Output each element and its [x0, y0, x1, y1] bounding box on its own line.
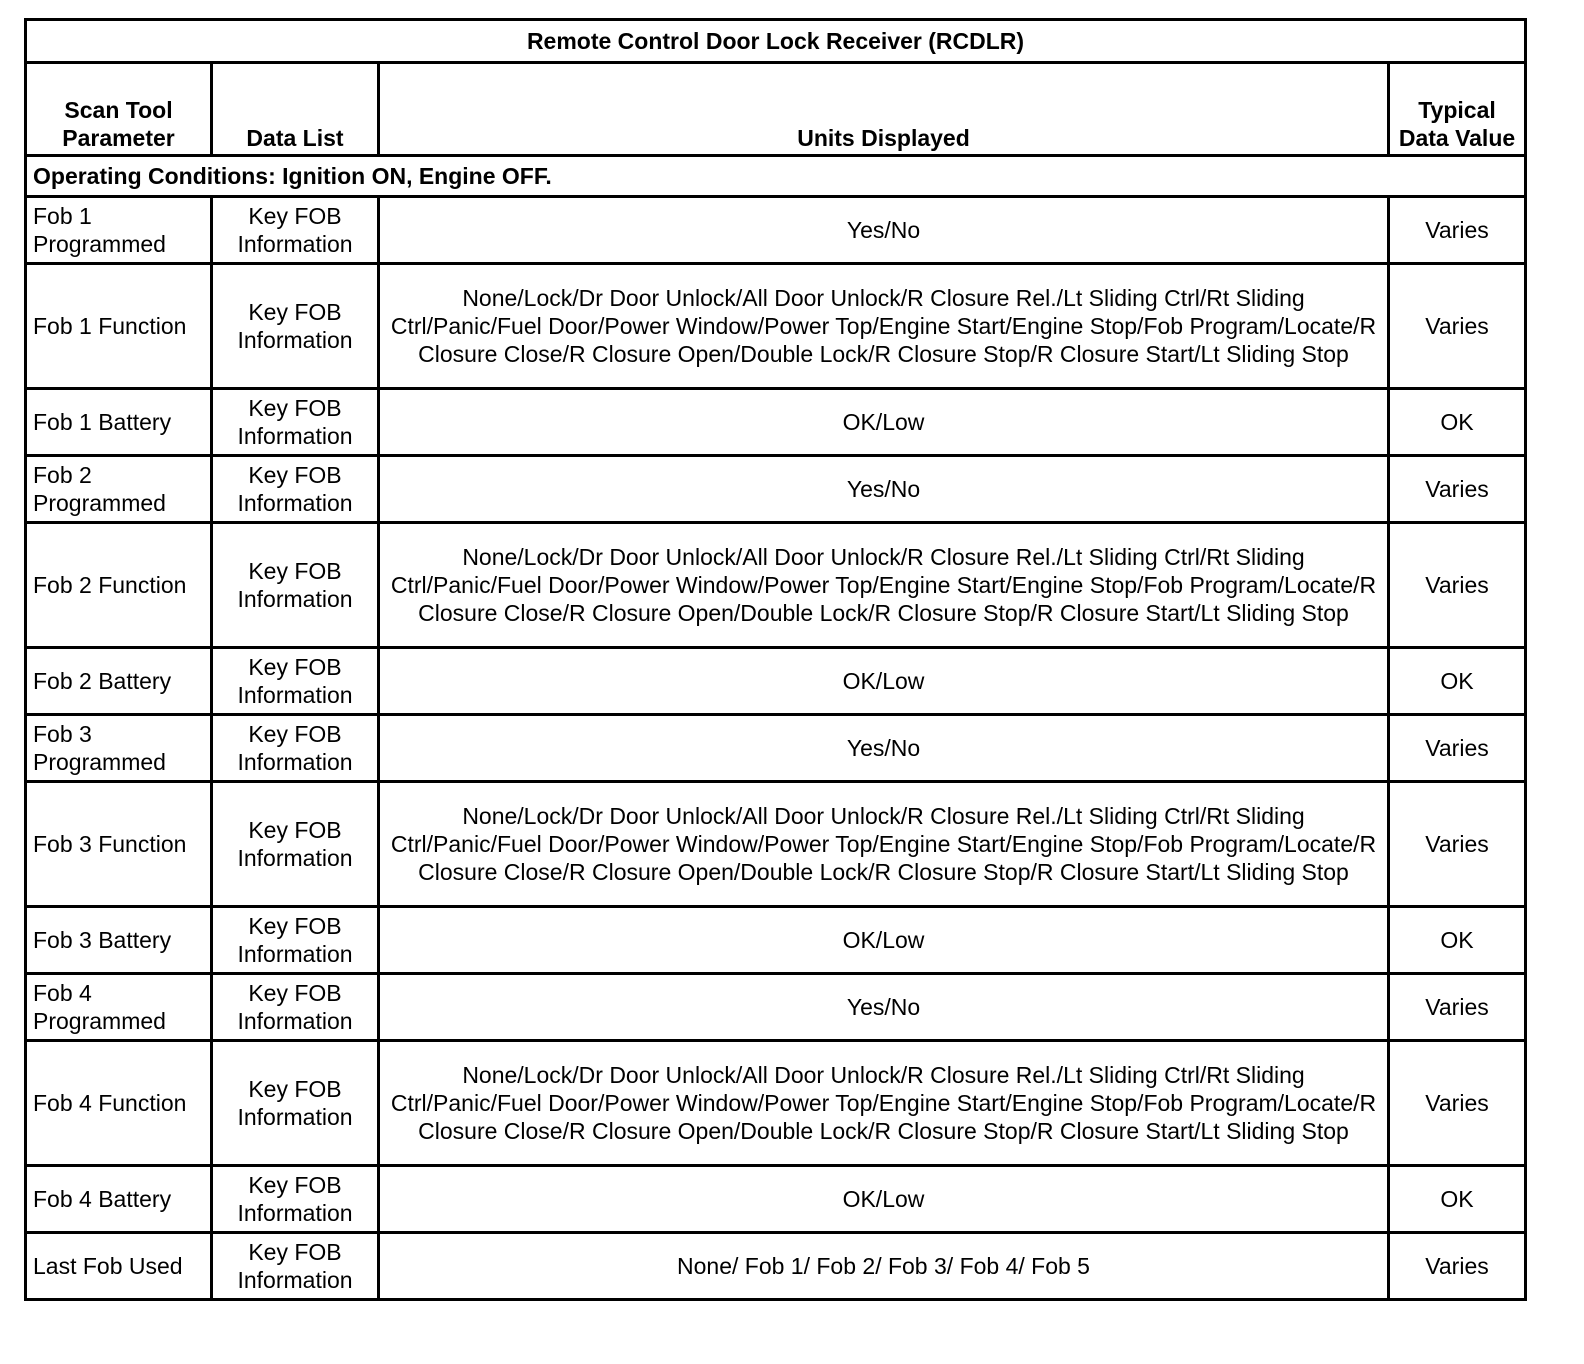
- table-title-row: [26, 20, 1526, 63]
- row-typical-value-cell: OK: [1389, 389, 1526, 456]
- row-typical-value-cell: Varies: [1389, 456, 1526, 523]
- row-units-cell: Yes/No: [379, 715, 1389, 782]
- row-typical-value-cell: Varies: [1389, 1233, 1526, 1300]
- table-header-row: [26, 63, 1526, 156]
- row-data-list-cell: Key FOB Information: [212, 1233, 379, 1300]
- rcdlr-data-table: [24, 18, 1527, 1301]
- row-units-cell: OK/Low: [379, 648, 1389, 715]
- row-units-cell: Yes/No: [379, 974, 1389, 1041]
- row-typical-value-cell: Varies: [1389, 523, 1526, 648]
- row-typical-value-cell: Varies: [1389, 715, 1526, 782]
- row-units-cell: None/Lock/Dr Door Unlock/All Door Unlock/R Closure Rel./Lt Sliding Ctrl/Rt Sliding Ctrl/Panic/Fuel Door/Power Window/Power Top/Engine Start/Engine Stop/Fob Program/Locate/R Closure Close/R Closure Open/Double Lock/R Closure Stop/R Closure Start/Lt Sliding Stop: [379, 1041, 1389, 1166]
- table-row: [26, 197, 1526, 264]
- table-title: Remote Control Door Lock Receiver (RCDLR): [26, 20, 1526, 63]
- header-scan-tool-parameter: Scan Tool Parameter: [26, 63, 212, 156]
- operating-conditions-row: [26, 156, 1526, 197]
- row-param-cell: Fob 4 Programmed: [26, 974, 212, 1041]
- row-data-list-cell: Key FOB Information: [212, 907, 379, 974]
- row-units-cell: Yes/No: [379, 197, 1389, 264]
- row-typical-value-cell: OK: [1389, 907, 1526, 974]
- row-data-list-cell: Key FOB Information: [212, 1166, 379, 1233]
- table-row: [26, 389, 1526, 456]
- table-row: [26, 715, 1526, 782]
- row-units-cell: None/Lock/Dr Door Unlock/All Door Unlock/R Closure Rel./Lt Sliding Ctrl/Rt Sliding Ctrl/Panic/Fuel Door/Power Window/Power Top/Engine Start/Engine Stop/Fob Program/Locate/R Closure Close/R Closure Open/Double Lock/R Closure Stop/R Closure Start/Lt Sliding Stop: [379, 264, 1389, 389]
- row-param-cell: Fob 3 Programmed: [26, 715, 212, 782]
- row-data-list-cell: Key FOB Information: [212, 523, 379, 648]
- row-data-list-cell: Key FOB Information: [212, 389, 379, 456]
- row-units-cell: OK/Low: [379, 907, 1389, 974]
- header-data-list: Data List: [212, 63, 379, 156]
- row-typical-value-cell: OK: [1389, 1166, 1526, 1233]
- table-row: [26, 1041, 1526, 1166]
- table-row: [26, 1233, 1526, 1300]
- row-units-cell: None/ Fob 1/ Fob 2/ Fob 3/ Fob 4/ Fob 5: [379, 1233, 1389, 1300]
- row-param-cell: Fob 1 Function: [26, 264, 212, 389]
- row-data-list-cell: Key FOB Information: [212, 715, 379, 782]
- row-param-cell: Last Fob Used: [26, 1233, 212, 1300]
- row-typical-value-cell: Varies: [1389, 974, 1526, 1041]
- table-row: [26, 264, 1526, 389]
- header-typical-data-value: Typical Data Value: [1389, 63, 1526, 156]
- row-param-cell: Fob 2 Function: [26, 523, 212, 648]
- row-param-cell: Fob 3 Battery: [26, 907, 212, 974]
- row-param-cell: Fob 1 Battery: [26, 389, 212, 456]
- row-param-cell: Fob 1 Programmed: [26, 197, 212, 264]
- row-typical-value-cell: Varies: [1389, 782, 1526, 907]
- row-units-cell: OK/Low: [379, 389, 1389, 456]
- table-row: [26, 1166, 1526, 1233]
- row-param-cell: Fob 4 Function: [26, 1041, 212, 1166]
- row-typical-value-cell: Varies: [1389, 1041, 1526, 1166]
- row-units-cell: None/Lock/Dr Door Unlock/All Door Unlock/R Closure Rel./Lt Sliding Ctrl/Rt Sliding Ctrl/Panic/Fuel Door/Power Window/Power Top/Engine Start/Engine Stop/Fob Program/Locate/R Closure Close/R Closure Open/Double Lock/R Closure Stop/R Closure Start/Lt Sliding Stop: [379, 782, 1389, 907]
- row-param-cell: Fob 3 Function: [26, 782, 212, 907]
- row-typical-value-cell: OK: [1389, 648, 1526, 715]
- row-typical-value-cell: Varies: [1389, 264, 1526, 389]
- row-param-cell: Fob 4 Battery: [26, 1166, 212, 1233]
- row-data-list-cell: Key FOB Information: [212, 197, 379, 264]
- row-data-list-cell: Key FOB Information: [212, 1041, 379, 1166]
- table-row: [26, 907, 1526, 974]
- row-data-list-cell: Key FOB Information: [212, 264, 379, 389]
- table-row: [26, 648, 1526, 715]
- row-units-cell: OK/Low: [379, 1166, 1389, 1233]
- row-data-list-cell: Key FOB Information: [212, 974, 379, 1041]
- table-row: [26, 523, 1526, 648]
- row-param-cell: Fob 2 Battery: [26, 648, 212, 715]
- row-data-list-cell: Key FOB Information: [212, 456, 379, 523]
- table-row: [26, 456, 1526, 523]
- operating-conditions: Operating Conditions: Ignition ON, Engine OFF.: [26, 156, 1526, 197]
- row-data-list-cell: Key FOB Information: [212, 648, 379, 715]
- table-row: [26, 974, 1526, 1041]
- table-row: [26, 782, 1526, 907]
- header-units-displayed: Units Displayed: [379, 63, 1389, 156]
- row-data-list-cell: Key FOB Information: [212, 782, 379, 907]
- row-param-cell: Fob 2 Programmed: [26, 456, 212, 523]
- row-typical-value-cell: Varies: [1389, 197, 1526, 264]
- row-units-cell: None/Lock/Dr Door Unlock/All Door Unlock/R Closure Rel./Lt Sliding Ctrl/Rt Sliding Ctrl/Panic/Fuel Door/Power Window/Power Top/Engine Start/Engine Stop/Fob Program/Locate/R Closure Close/R Closure Open/Double Lock/R Closure Stop/R Closure Start/Lt Sliding Stop: [379, 523, 1389, 648]
- row-units-cell: Yes/No: [379, 456, 1389, 523]
